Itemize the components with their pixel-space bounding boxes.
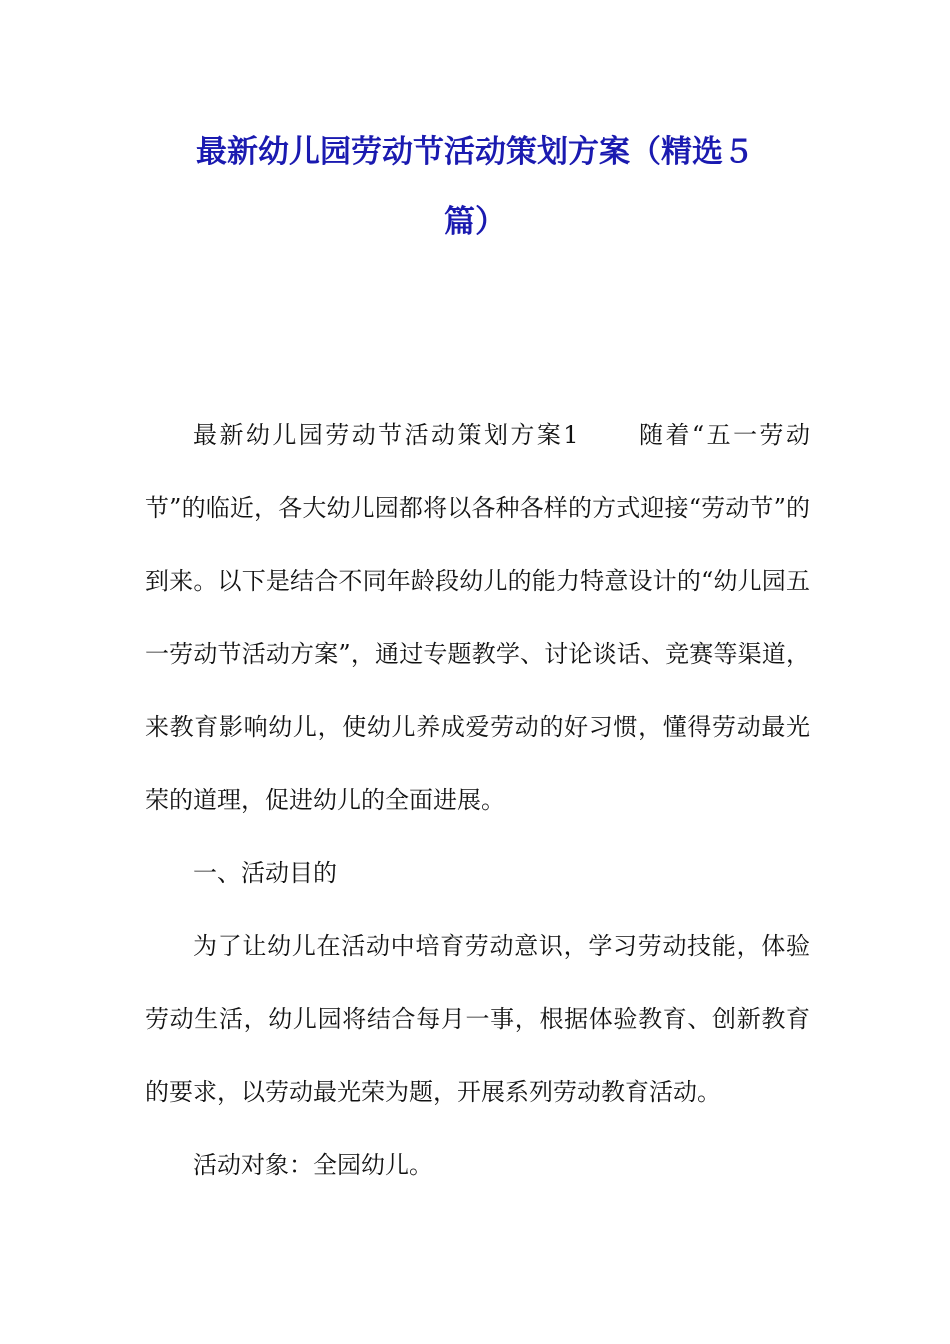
document-title-line-2: 篇）: [444, 204, 506, 240]
section-1-paragraph: 为了让幼儿在活动中培育劳动意识，学习劳动技能，体验劳动生活，幼儿园将结合每月一事，根据体验教育、创新教育的要求，以劳动最光荣为题，开展系列劳动教育活动。: [145, 932, 810, 1106]
target-audience-line: 活动对象：全园幼儿。: [193, 1151, 433, 1179]
document-title-line-1: 最新幼儿园劳动节活动策划方案（精选５: [196, 134, 754, 170]
document-body: [145, 399, 810, 1202]
intro-body: 随着“五一劳动节”的临近，各大幼儿园都将以各种各样的方式迎接“劳动节”的到来。以下是结合不同年龄段幼儿的能力特意设计的“幼儿园五一劳动节活动方案”，通过专题教学、讨论谈话、竞赛等渠道，来教育影响幼儿，使幼儿养成爱劳动的好习惯，懂得劳动最光荣的道理，促进幼儿的全面进展。: [145, 421, 810, 814]
intro-paragraph: [145, 399, 810, 837]
intro-heading: 最新幼儿园劳动节活动策划方案1: [193, 421, 579, 449]
section-1-heading: 一、活动目的: [193, 859, 337, 887]
